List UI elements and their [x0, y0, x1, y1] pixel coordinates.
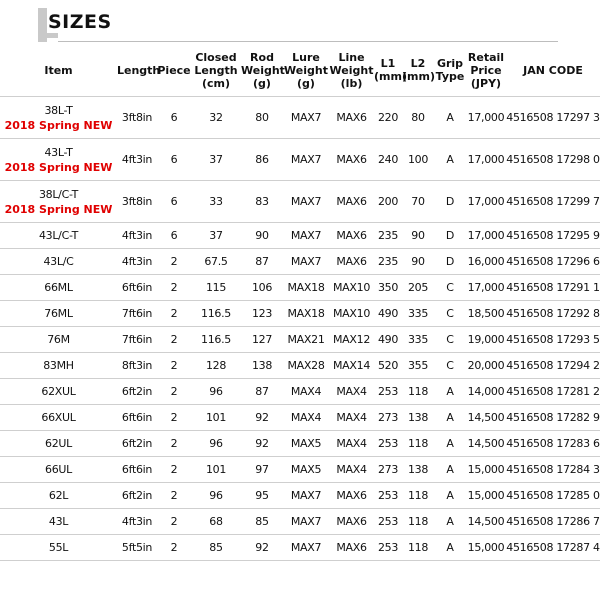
cell-closed-length: 96 — [191, 431, 241, 457]
cell-retail-price: 14,000 — [466, 379, 506, 405]
cell-lure-weight: MAX7 — [283, 97, 329, 139]
cell-l1: 273 — [374, 457, 402, 483]
header-l2: L2 (mm) — [402, 44, 434, 97]
cell-grip-type: A — [434, 97, 466, 139]
cell-retail-price: 16,000 — [466, 249, 506, 275]
cell-item — [0, 405, 117, 431]
cell-item — [0, 181, 117, 223]
table-body — [0, 97, 600, 561]
cell-item — [0, 431, 117, 457]
cell-l1: 490 — [374, 327, 402, 353]
header-grip-type: Grip Type — [434, 44, 466, 97]
cell-closed-length: 96 — [191, 483, 241, 509]
cell-retail-price: 17,000 — [466, 223, 506, 249]
table-row — [0, 139, 600, 181]
cell-l1: 350 — [374, 275, 402, 301]
item-name: 66XUL — [41, 411, 76, 424]
cell-grip-type: A — [434, 405, 466, 431]
cell-line-weight: MAX6 — [329, 249, 374, 275]
item-name: 62UL — [45, 437, 72, 450]
cell-jan-code: 4516508 17291 1 — [506, 275, 600, 301]
cell-l2: 118 — [402, 379, 434, 405]
cell-grip-type: D — [434, 181, 466, 223]
section-header — [0, 0, 600, 44]
cell-line-weight: MAX4 — [329, 431, 374, 457]
cell-item — [0, 97, 117, 139]
cell-jan-code: 4516508 17284 3 — [506, 457, 600, 483]
cell-l2: 138 — [402, 405, 434, 431]
item-name: 38L/C-T — [38, 187, 79, 201]
cell-l1: 200 — [374, 181, 402, 223]
item-name: 76ML — [44, 307, 73, 320]
cell-lure-weight: MAX5 — [283, 431, 329, 457]
cell-l2: 118 — [402, 431, 434, 457]
table-row — [0, 275, 600, 301]
cell-l1: 490 — [374, 301, 402, 327]
cell-lure-weight: MAX4 — [283, 379, 329, 405]
cell-l2: 118 — [402, 509, 434, 535]
cell-lure-weight: MAX21 — [283, 327, 329, 353]
cell-retail-price: 17,000 — [466, 181, 506, 223]
item-name: 62XUL — [41, 385, 76, 398]
cell-line-weight: MAX6 — [329, 535, 374, 561]
header-closed-length: Closed Length (cm) — [191, 44, 241, 97]
cell-grip-type: A — [434, 379, 466, 405]
table-row — [0, 223, 600, 249]
cell-lure-weight: MAX7 — [283, 249, 329, 275]
cell-rod-weight: 138 — [241, 353, 283, 379]
cell-item — [0, 483, 117, 509]
cell-rod-weight: 106 — [241, 275, 283, 301]
cell-rod-weight: 87 — [241, 379, 283, 405]
table-row — [0, 457, 600, 483]
cell-item — [0, 327, 117, 353]
cell-rod-weight: 97 — [241, 457, 283, 483]
cell-jan-code: 4516508 17299 7 — [506, 181, 600, 223]
cell-grip-type: C — [434, 301, 466, 327]
cell-l2: 355 — [402, 353, 434, 379]
cell-closed-length: 101 — [191, 405, 241, 431]
cell-rod-weight: 87 — [241, 249, 283, 275]
cell-l1: 273 — [374, 405, 402, 431]
title-underline — [58, 41, 558, 42]
sizes-table — [0, 44, 600, 561]
cell-l2: 100 — [402, 139, 434, 181]
cell-retail-price: 17,000 — [466, 275, 506, 301]
cell-lure-weight: MAX7 — [283, 535, 329, 561]
cell-grip-type: D — [434, 249, 466, 275]
table-row — [0, 483, 600, 509]
cell-piece: 2 — [157, 457, 191, 483]
cell-grip-type: A — [434, 457, 466, 483]
cell-jan-code: 4516508 17297 3 — [506, 97, 600, 139]
item-name: 66UL — [45, 463, 72, 476]
cell-l1: 253 — [374, 509, 402, 535]
cell-line-weight: MAX6 — [329, 139, 374, 181]
cell-l2: 138 — [402, 457, 434, 483]
cell-closed-length: 33 — [191, 181, 241, 223]
cell-piece: 2 — [157, 405, 191, 431]
header-piece: Piece — [157, 44, 191, 97]
cell-length: 4ft3in — [117, 223, 157, 249]
cell-grip-type: A — [434, 139, 466, 181]
cell-length: 4ft3in — [117, 139, 157, 181]
cell-jan-code: 4516508 17295 9 — [506, 223, 600, 249]
item-name: 43L/C-T — [38, 229, 79, 242]
cell-retail-price: 17,000 — [466, 139, 506, 181]
cell-jan-code: 4516508 17292 8 — [506, 301, 600, 327]
cell-jan-code: 4516508 17294 2 — [506, 353, 600, 379]
cell-line-weight: MAX14 — [329, 353, 374, 379]
cell-rod-weight: 127 — [241, 327, 283, 353]
cell-piece: 6 — [157, 181, 191, 223]
cell-length: 4ft3in — [117, 509, 157, 535]
cell-closed-length: 68 — [191, 509, 241, 535]
cell-length: 6ft2in — [117, 483, 157, 509]
new-badge: 2018 Spring NEW — [4, 202, 113, 216]
cell-l2: 118 — [402, 483, 434, 509]
cell-lure-weight: MAX18 — [283, 275, 329, 301]
cell-piece: 6 — [157, 139, 191, 181]
cell-l1: 220 — [374, 97, 402, 139]
cell-lure-weight: MAX4 — [283, 405, 329, 431]
cell-lure-weight: MAX5 — [283, 457, 329, 483]
cell-retail-price: 15,000 — [466, 457, 506, 483]
new-badge: 2018 Spring NEW — [4, 118, 113, 132]
header-rod-weight: Rod Weight (g) — [241, 44, 283, 97]
cell-l1: 235 — [374, 223, 402, 249]
cell-rod-weight: 92 — [241, 431, 283, 457]
table-row — [0, 327, 600, 353]
header-jan-code: JAN CODE — [506, 44, 600, 97]
cell-item — [0, 301, 117, 327]
cell-item — [0, 457, 117, 483]
table-row — [0, 431, 600, 457]
item-name: 66ML — [44, 281, 73, 294]
cell-length: 3ft8in — [117, 181, 157, 223]
item-name: 38L-T — [44, 103, 73, 117]
cell-piece: 2 — [157, 275, 191, 301]
cell-rod-weight: 92 — [241, 535, 283, 561]
cell-rod-weight: 86 — [241, 139, 283, 181]
cell-grip-type: A — [434, 483, 466, 509]
cell-l1: 520 — [374, 353, 402, 379]
cell-l2: 118 — [402, 535, 434, 561]
table-row — [0, 181, 600, 223]
cell-l1: 240 — [374, 139, 402, 181]
cell-l1: 253 — [374, 431, 402, 457]
cell-lure-weight: MAX7 — [283, 223, 329, 249]
cell-rod-weight: 85 — [241, 509, 283, 535]
cell-l2: 90 — [402, 223, 434, 249]
header-line-weight: Line Weight (lb) — [329, 44, 374, 97]
cell-jan-code: 4516508 17296 6 — [506, 249, 600, 275]
cell-closed-length: 96 — [191, 379, 241, 405]
cell-rod-weight: 80 — [241, 97, 283, 139]
cell-closed-length: 85 — [191, 535, 241, 561]
cell-line-weight: MAX12 — [329, 327, 374, 353]
cell-piece: 2 — [157, 431, 191, 457]
cell-lure-weight: MAX7 — [283, 139, 329, 181]
cell-retail-price: 20,000 — [466, 353, 506, 379]
cell-line-weight: MAX6 — [329, 509, 374, 535]
cell-closed-length: 128 — [191, 353, 241, 379]
cell-l2: 80 — [402, 97, 434, 139]
cell-piece: 2 — [157, 327, 191, 353]
cell-line-weight: MAX4 — [329, 405, 374, 431]
cell-item — [0, 139, 117, 181]
cell-grip-type: A — [434, 431, 466, 457]
cell-l1: 235 — [374, 249, 402, 275]
table-row — [0, 301, 600, 327]
cell-grip-type: C — [434, 327, 466, 353]
cell-closed-length: 37 — [191, 223, 241, 249]
cell-retail-price: 15,000 — [466, 535, 506, 561]
cell-length: 6ft6in — [117, 457, 157, 483]
cell-retail-price: 14,500 — [466, 405, 506, 431]
cell-closed-length: 115 — [191, 275, 241, 301]
cell-l1: 253 — [374, 535, 402, 561]
cell-rod-weight: 83 — [241, 181, 283, 223]
cell-jan-code: 4516508 17281 2 — [506, 379, 600, 405]
table-header-row — [0, 44, 600, 97]
item-name: 43L — [48, 515, 69, 528]
cell-retail-price: 14,500 — [466, 431, 506, 457]
cell-piece: 6 — [157, 97, 191, 139]
cell-lure-weight: MAX18 — [283, 301, 329, 327]
cell-l1: 253 — [374, 379, 402, 405]
cell-line-weight: MAX6 — [329, 223, 374, 249]
cell-item — [0, 223, 117, 249]
cell-retail-price: 17,000 — [466, 97, 506, 139]
table-row — [0, 535, 600, 561]
cell-length: 6ft6in — [117, 405, 157, 431]
cell-piece: 2 — [157, 353, 191, 379]
cell-length: 3ft8in — [117, 97, 157, 139]
cell-item — [0, 509, 117, 535]
table-row — [0, 353, 600, 379]
cell-jan-code: 4516508 17283 6 — [506, 431, 600, 457]
cell-line-weight: MAX10 — [329, 301, 374, 327]
cell-closed-length: 116.5 — [191, 327, 241, 353]
table-row — [0, 97, 600, 139]
cell-retail-price: 18,500 — [466, 301, 506, 327]
new-badge: 2018 Spring NEW — [4, 160, 113, 174]
cell-grip-type: C — [434, 353, 466, 379]
cell-lure-weight: MAX7 — [283, 509, 329, 535]
item-name: 43L-T — [44, 145, 73, 159]
cell-line-weight: MAX10 — [329, 275, 374, 301]
cell-item — [0, 249, 117, 275]
cell-piece: 2 — [157, 483, 191, 509]
cell-grip-type: A — [434, 509, 466, 535]
cell-piece: 2 — [157, 301, 191, 327]
item-name: 76M — [47, 333, 70, 346]
cell-length: 4ft3in — [117, 249, 157, 275]
item-name: 43L/C — [43, 255, 74, 268]
cell-lure-weight: MAX28 — [283, 353, 329, 379]
cell-l2: 335 — [402, 327, 434, 353]
cell-jan-code: 4516508 17286 7 — [506, 509, 600, 535]
cell-item — [0, 535, 117, 561]
cell-rod-weight: 90 — [241, 223, 283, 249]
cell-piece: 2 — [157, 509, 191, 535]
cell-length: 6ft6in — [117, 275, 157, 301]
cell-closed-length: 37 — [191, 139, 241, 181]
cell-rod-weight: 95 — [241, 483, 283, 509]
cell-item — [0, 353, 117, 379]
cell-piece: 2 — [157, 379, 191, 405]
cell-piece: 2 — [157, 535, 191, 561]
item-name: 62L — [48, 489, 69, 502]
header-length: Length — [117, 44, 157, 97]
cell-length: 6ft2in — [117, 431, 157, 457]
cell-item — [0, 379, 117, 405]
cell-length: 7ft6in — [117, 301, 157, 327]
cell-closed-length: 67.5 — [191, 249, 241, 275]
cell-jan-code: 4516508 17282 9 — [506, 405, 600, 431]
cell-grip-type: D — [434, 223, 466, 249]
header-lure-weight: Lure Weight (g) — [283, 44, 329, 97]
cell-l2: 70 — [402, 181, 434, 223]
cell-l2: 335 — [402, 301, 434, 327]
cell-rod-weight: 123 — [241, 301, 283, 327]
item-name: 83MH — [43, 359, 74, 372]
cell-jan-code: 4516508 17285 0 — [506, 483, 600, 509]
cell-retail-price: 15,000 — [466, 483, 506, 509]
cell-jan-code: 4516508 17293 5 — [506, 327, 600, 353]
cell-l1: 253 — [374, 483, 402, 509]
cell-line-weight: MAX4 — [329, 457, 374, 483]
table-row — [0, 379, 600, 405]
cell-closed-length: 116.5 — [191, 301, 241, 327]
item-name: 55L — [48, 541, 69, 554]
cell-grip-type: C — [434, 275, 466, 301]
cell-retail-price: 19,000 — [466, 327, 506, 353]
cell-line-weight: MAX4 — [329, 379, 374, 405]
cell-lure-weight: MAX7 — [283, 483, 329, 509]
cell-length: 7ft6in — [117, 327, 157, 353]
table-row — [0, 249, 600, 275]
header-l1: L1 (mm) — [374, 44, 402, 97]
cell-l2: 90 — [402, 249, 434, 275]
table-row — [0, 405, 600, 431]
cell-piece: 2 — [157, 249, 191, 275]
cell-line-weight: MAX6 — [329, 483, 374, 509]
cell-length: 5ft5in — [117, 535, 157, 561]
cell-l2: 205 — [402, 275, 434, 301]
cell-length: 6ft2in — [117, 379, 157, 405]
cell-item — [0, 275, 117, 301]
cell-rod-weight: 92 — [241, 405, 283, 431]
cell-grip-type: A — [434, 535, 466, 561]
cell-line-weight: MAX6 — [329, 97, 374, 139]
cell-jan-code: 4516508 17298 0 — [506, 139, 600, 181]
cell-lure-weight: MAX7 — [283, 181, 329, 223]
cell-closed-length: 101 — [191, 457, 241, 483]
cell-retail-price: 14,500 — [466, 509, 506, 535]
header-item: Item — [0, 44, 117, 97]
page-title: SIZES — [48, 11, 112, 33]
header-retail-price: Retail Price (JPY) — [466, 44, 506, 97]
cell-closed-length: 32 — [191, 97, 241, 139]
cell-piece: 6 — [157, 223, 191, 249]
cell-line-weight: MAX6 — [329, 181, 374, 223]
cell-jan-code: 4516508 17287 4 — [506, 535, 600, 561]
cell-length: 8ft3in — [117, 353, 157, 379]
table-row — [0, 509, 600, 535]
